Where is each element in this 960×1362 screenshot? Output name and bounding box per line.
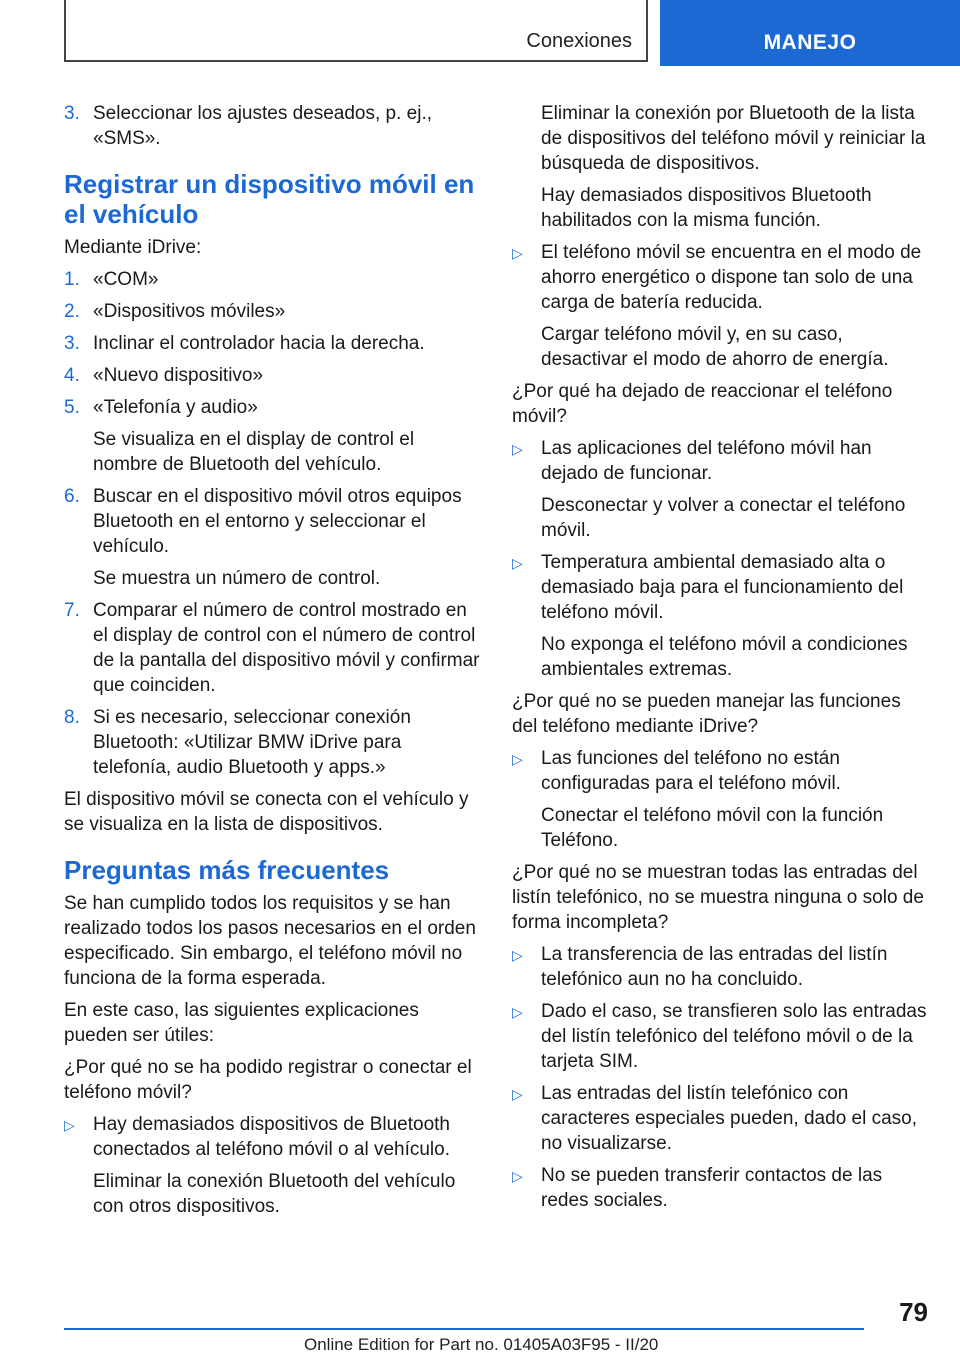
step-text: «Telefonía y audio» [93,397,258,418]
bullet-text: La transferencia de las entradas del listín telefónico aun no ha concluido. [541,944,888,990]
intro-text: Mediante iDrive: [64,237,202,258]
page-header [0,0,960,66]
list-item [64,484,480,591]
list-item [64,331,480,356]
step-number: 1. [64,269,80,290]
bullet-text: Las aplicaciones del teléfono móvil han dejado de funcionar. [541,438,872,484]
list-item [64,299,480,324]
list-item [512,436,928,543]
bullet-text: Temperatura ambiental demasiado alta o demasiado baja para el funcionamiento del teléfono móvil. [541,552,904,623]
step-text: Si es necesario, seleccionar conexión Bluetooth: «Utilizar BMW iDrive para telefonía, audio Bluetooth y apps.» [93,707,411,778]
step-number: 6. [64,486,80,507]
list-item [512,942,928,992]
section-title: Conexiones [526,30,632,52]
step-number: 4. [64,365,80,386]
triangle-bullet-icon: ▷ [64,1117,75,1133]
bullet-note: Cargar teléfono móvil y, en su caso, desactivar el modo de ahorro de energía. [541,324,889,370]
bullet-note: Conectar el teléfono móvil con la función Teléfono. [541,805,884,851]
list-item [512,1081,928,1156]
triangle-bullet-icon: ▷ [512,1168,523,1184]
faq-question: ¿Por qué no se ha podido registrar o conectar el teléfono móvil? [64,1057,472,1103]
step-note: Se muestra un número de control. [93,568,381,589]
list-item [512,550,928,682]
triangle-bullet-icon: ▷ [512,1086,523,1102]
bullet-note: Eliminar la conexión Bluetooth del vehículo con otros dispositivos. [93,1171,456,1217]
heading-faq: Preguntas más frecuentes [64,855,390,885]
bullet-note: No exponga el teléfono móvil a condiciones ambientales extremas. [541,634,908,680]
triangle-bullet-icon: ▷ [512,441,523,457]
step-text: «Nuevo dispositivo» [93,365,264,386]
triangle-bullet-icon: ▷ [512,245,523,261]
step-number: 3. [64,333,80,354]
list-item [64,101,480,151]
list-item [64,363,480,388]
step-text: Inclinar el controlador hacia la derecha. [93,333,425,354]
left-column [64,101,480,1226]
bullet-text: Hay demasiados dispositivos de Bluetooth conectados al teléfono móvil o al vehículo. [93,1114,450,1160]
step-note: Se visualiza en el display de control el nombre de Bluetooth del vehículo. [93,429,415,475]
list-item [64,395,480,477]
triangle-bullet-icon: ▷ [512,1004,523,1020]
section-tab [64,0,648,62]
list-item [512,746,928,853]
step-text: Comparar el número de control mostrado en el display de control con el número de control de la pantalla del dispositivo móvil y confirmar que coinciden. [93,600,480,696]
bullet-text: No se pueden transferir contactos de las redes sociales. [541,1165,883,1211]
step-number: 8. [64,707,80,728]
bullet-note: Desconectar y volver a conectar el teléfono móvil. [541,495,906,541]
faq-question: ¿Por qué ha dejado de reaccionar el teléfono móvil? [512,381,893,427]
step-text: Seleccionar los ajustes deseados, p. ej., «SMS». [93,103,433,149]
step-text: «COM» [93,269,159,290]
list-item [64,598,480,698]
faq-question: ¿Por qué no se muestran todas las entradas del listín telefónico, no se muestra ninguna o solo de forma incompleta? [512,862,924,933]
page-number: 79 [899,1297,928,1327]
step-number: 7. [64,600,80,621]
list-item [64,1112,480,1219]
right-column [512,101,928,1220]
faq-paragraph: Se han cumplido todos los requisitos y se han realizado todos los pasos necesarios en el orden especificado. Sin embargo, el teléfono móvil no funciona de la forma esperada. [64,893,476,989]
bullet-note: Hay demasiados dispositivos Bluetooth habilitados con la misma función. [541,185,872,231]
bullet-text: Las entradas del listín telefónico con caracteres especiales pueden, dado el caso, no visualizarse. [541,1083,918,1154]
faq-paragraph: En este caso, las siguientes explicaciones pueden ser útiles: [64,1000,419,1046]
list-item [512,240,928,372]
step-number: 2. [64,301,80,322]
chapter-tab: MANEJO [660,0,960,66]
bullet-text: Dado el caso, se transfieren solo las entradas del listín telefónico del teléfono móvil o de la tarjeta SIM. [541,1001,927,1072]
bullet-note: Eliminar la conexión por Bluetooth de la lista de dispositivos del teléfono móvil y reiniciar la búsqueda de dispositivos. [541,103,926,174]
list-item [64,267,480,292]
list-item [512,999,928,1074]
step-number: 5. [64,397,80,418]
faq-question: ¿Por qué no se pueden manejar las funciones del teléfono mediante iDrive? [512,691,901,737]
step-number: 3. [64,103,80,124]
footer-divider [64,1328,864,1330]
list-item [512,1163,928,1213]
list-item [64,705,480,780]
triangle-bullet-icon: ▷ [512,555,523,571]
step-text: «Dispositivos móviles» [93,301,286,322]
heading-register-device: Registrar un dispositivo móvil en el vehículo [64,169,475,229]
bullet-text: El teléfono móvil se encuentra en el modo de ahorro energético o dispone tan solo de una carga de batería reducida. [541,242,922,313]
triangle-bullet-icon: ▷ [512,751,523,767]
triangle-bullet-icon: ▷ [512,947,523,963]
result-text: El dispositivo móvil se conecta con el vehículo y se visualiza en la lista de dispositivos. [64,789,469,835]
bullet-text: Las funciones del teléfono no están configuradas para el teléfono móvil. [541,748,841,794]
edition-footer: Online Edition for Part no. 01405A03F95 - II/20 [304,1335,659,1354]
step-text: Buscar en el dispositivo móvil otros equipos Bluetooth en el entorno y seleccionar el vehículo. [93,486,462,557]
